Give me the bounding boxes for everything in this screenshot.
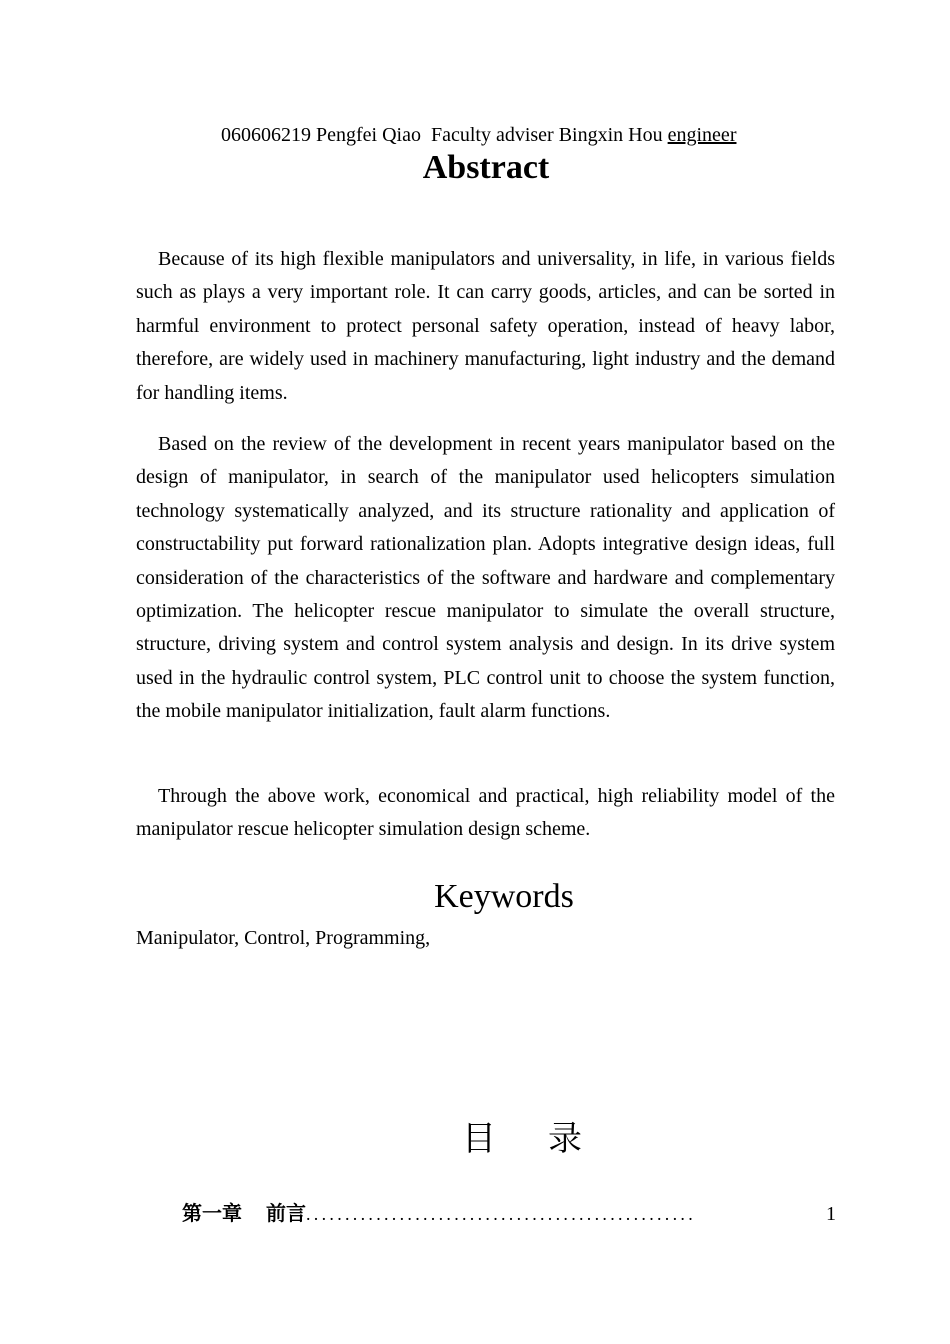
toc-heading-char-1: 目 (462, 1119, 496, 1159)
abstract-paragraph-1: Because of its high flexible manipulators and universality, in life, in various fields such as plays a very important role. It can carry goods, articles, and can be sorted in harmful environment to protect personal safety operation, instead of heavy labor, therefore, are widely used in machinery manufacturing, light industry and the demand for handling items. (136, 248, 835, 404)
toc-heading-char-2: 录 (548, 1119, 582, 1159)
abstract-paragraph-3: Through the above work, economical and practical, high reliability model of the manipulator rescue helicopter simulation design scheme. (136, 785, 835, 841)
abstract-paragraph-2: Based on the review of the development in recent years manipulator based on the design of manipulator, in search of the manipulator used helicopters simulation technology systematically analyzed, and its structure rationality and application of constructability put forward rationalization plan. Adopts integrative design ideas, full consideration of the characteristics of the software and hardware and complementary optimization. The helicopter rescue manipulator to simulate the overall structure, structure, driving system and control system analysis and design. In its drive system used in the hydraulic control system, PLC control unit to choose the system function, the mobile manipulator initialization, fault alarm functions. (136, 433, 835, 723)
toc-entry-name: 前言 (266, 1201, 306, 1225)
author-line (221, 122, 736, 148)
toc-entry-page: 1 (826, 1203, 836, 1225)
toc-heading (462, 1117, 582, 1161)
toc-entry-chapter: 第一章 (182, 1201, 242, 1225)
toc-entry[interactable] (182, 1199, 836, 1228)
toc-entry-leader: .................................................. (306, 1204, 696, 1224)
keywords-heading: Keywords (434, 878, 574, 915)
advisor-title: engineer (667, 124, 737, 146)
keywords-list: Manipulator, Control, Programming, (136, 927, 431, 949)
author-info: 060606219 Pengfei Qiao Faculty adviser Bingxin Hou (221, 124, 668, 146)
abstract-heading: Abstract (422, 149, 550, 186)
